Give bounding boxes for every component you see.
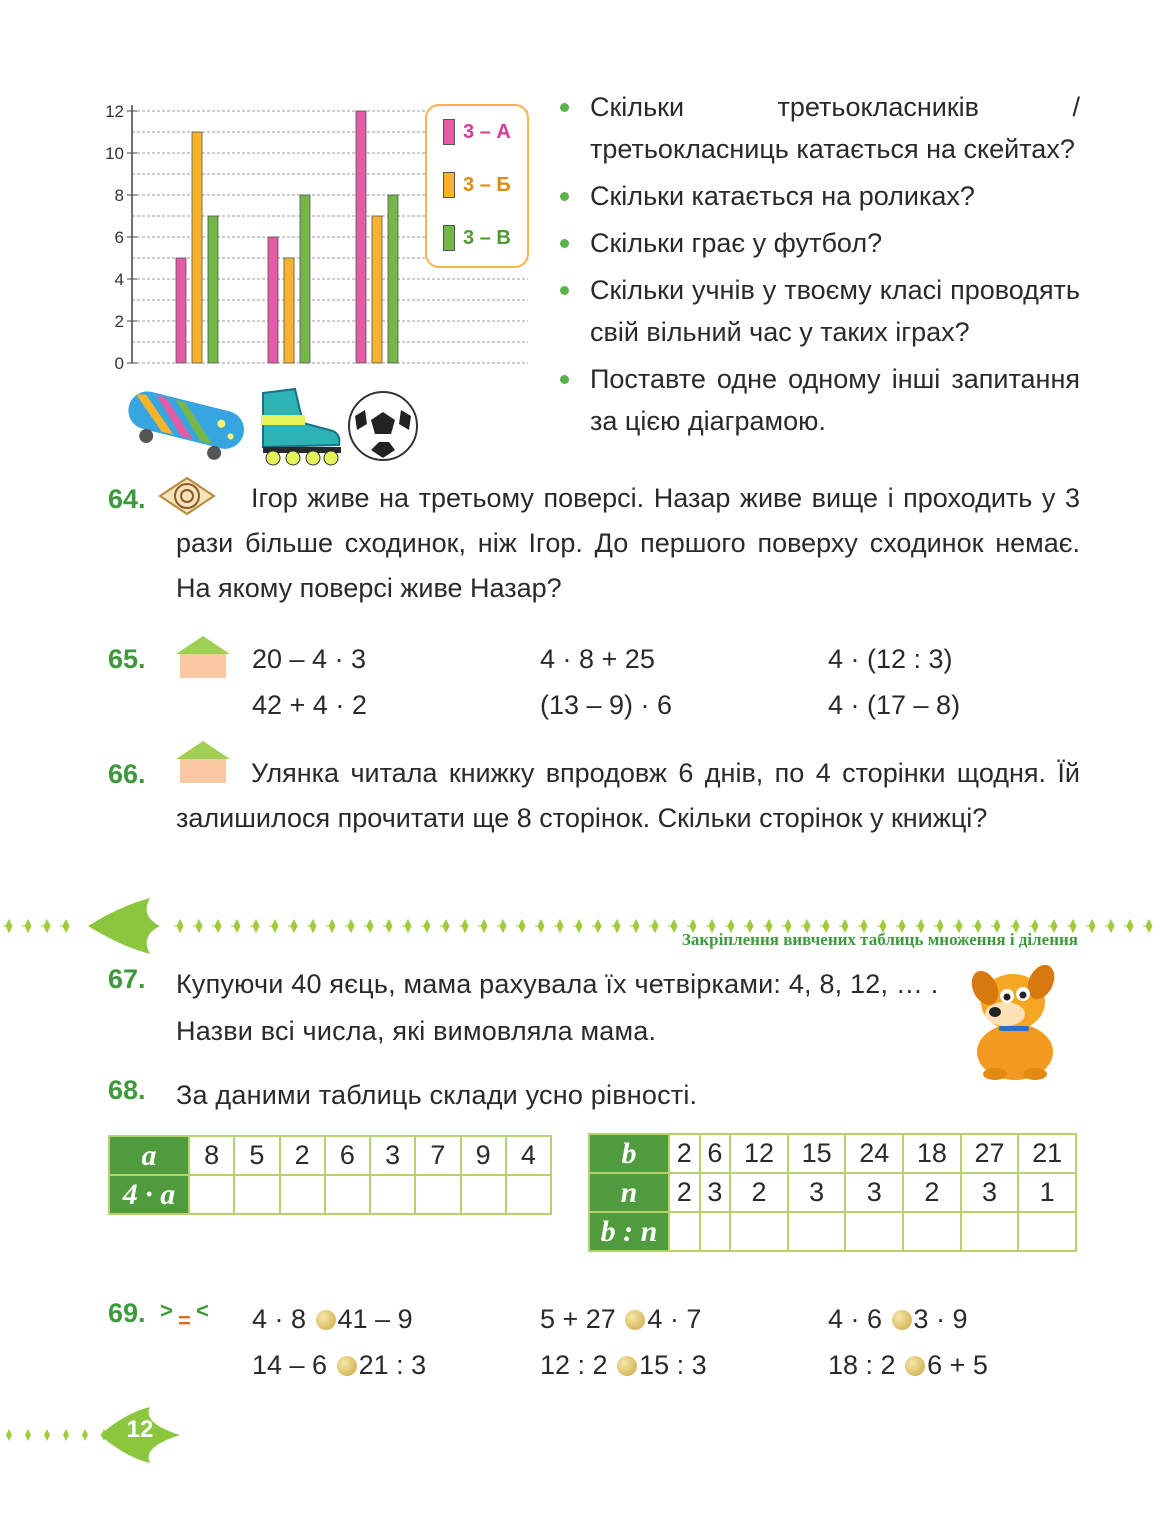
table-cell: 3 (845, 1173, 903, 1212)
table-cell: 21 (1018, 1134, 1076, 1173)
table-cell: 2 (669, 1134, 700, 1173)
comparison: 12 : 2 15 : 3 (540, 1350, 707, 1380)
table-cell: 2 (280, 1136, 325, 1175)
empty-cell[interactable] (845, 1212, 903, 1251)
empty-cell[interactable] (700, 1212, 731, 1251)
expression: 42 + 4 · 2 (252, 690, 367, 720)
comparisons-grid (252, 1296, 1088, 1388)
task-number: 65. (108, 644, 146, 674)
expression: 4 · 8 + 25 (540, 644, 655, 674)
row-label-b-div-n: b : n (589, 1212, 669, 1251)
bar (284, 258, 294, 363)
task-68 (108, 1073, 1080, 1123)
page-number: 12 (126, 1416, 154, 1443)
y-tick-label: 0 (114, 354, 124, 373)
task-number: 64. (108, 484, 146, 514)
comparison: 5 + 27 4 · 7 (540, 1304, 702, 1334)
table-cell: 8 (189, 1136, 234, 1175)
empty-cell[interactable] (961, 1212, 1019, 1251)
comparison: 4 · 8 41 – 9 (252, 1304, 413, 1334)
table-cell: 3 (700, 1173, 731, 1212)
legend-item (443, 118, 511, 146)
table-row (589, 1173, 1076, 1212)
chart-legend (425, 104, 529, 268)
blank-circle[interactable] (316, 1310, 336, 1330)
legend-label: 3 – В (463, 226, 511, 249)
task-64 (108, 476, 1080, 616)
comparison: 4 · 6 3 · 9 (828, 1304, 968, 1334)
table-cell: 4 (506, 1136, 551, 1175)
skateboard-icon (120, 385, 250, 467)
table-cell: 27 (961, 1134, 1019, 1173)
table-cell: 2 (730, 1173, 788, 1212)
empty-cell[interactable] (189, 1175, 234, 1214)
empty-cell[interactable] (280, 1175, 325, 1214)
empty-cell[interactable] (234, 1175, 279, 1214)
blank-circle[interactable] (625, 1310, 645, 1330)
table-cell: 6 (700, 1134, 731, 1173)
table-cell: 3 (961, 1173, 1019, 1212)
y-tick-label: 8 (114, 186, 124, 205)
blank-circle[interactable] (892, 1310, 912, 1330)
question-text: Поставте одне одному інші запитання за цією діаграмою. (590, 364, 1080, 436)
chart-questions (560, 86, 1080, 447)
bar (208, 216, 218, 363)
table-cell: 1 (1018, 1173, 1076, 1212)
table-cell: 15 (788, 1134, 846, 1173)
empty-cell[interactable] (415, 1175, 460, 1214)
soccer-ball-icon (345, 388, 421, 464)
comparison: 14 – 6 21 : 3 (252, 1350, 427, 1380)
task-text: Купуючи 40 яєць, мама рахувала їх четвірками: 4, 8, 12, … . (176, 969, 939, 999)
table-row (109, 1136, 551, 1175)
legend-swatch (443, 172, 455, 198)
question-item (560, 86, 1080, 170)
page-footer-decor (0, 1405, 200, 1465)
task-text: Ігор живе на третьому поверсі. Назар живе вище і проходить у 3 рази більше сходинок, ніж Ігор. До першого поверху сходинок немає. На якому поверсі живе Назар? (176, 483, 1080, 603)
y-tick-label: 2 (114, 312, 124, 331)
task-66 (108, 751, 1080, 891)
row-label-a: a (109, 1136, 189, 1175)
empty-cell[interactable] (325, 1175, 370, 1214)
table-cell: 6 (325, 1136, 370, 1175)
question-text: Скільки учнів у твоєму класі проводять свій вільний час у таких іграх? (590, 275, 1080, 347)
y-tick-label: 4 (114, 270, 124, 289)
legend-swatch (443, 119, 455, 145)
dog-illustration (965, 962, 1065, 1082)
table-row (589, 1134, 1076, 1173)
table-cell: 18 (903, 1134, 961, 1173)
y-tick-label: 10 (105, 144, 124, 163)
empty-cell[interactable] (903, 1212, 961, 1251)
empty-cell[interactable] (370, 1175, 415, 1214)
empty-cell[interactable] (669, 1212, 700, 1251)
table-cell: 3 (370, 1136, 415, 1175)
question-item (560, 358, 1080, 442)
question-text: Скільки третьокласників / третьокласниць катається на скейтах? (590, 92, 1080, 164)
legend-item (443, 171, 511, 199)
task-67 (108, 962, 1080, 1062)
table-cell: 12 (730, 1134, 788, 1173)
row-label-b: b (589, 1134, 669, 1173)
empty-cell[interactable] (788, 1212, 846, 1251)
bar (372, 216, 382, 363)
table-row (109, 1175, 551, 1214)
task-number: 68. (108, 1075, 146, 1105)
row-label-4a: 4 · a (109, 1175, 189, 1214)
task-text: Улянка читала книжку впродовж 6 днів, по 4 сторінки щодня. Їй залишилося прочитати ще 8 сторінок. Скільки сторінок у книжці? (176, 758, 1080, 833)
legend-label: 3 – А (463, 120, 511, 143)
expression: 4 · (12 : 3) (828, 644, 953, 674)
question-item (560, 175, 1080, 217)
legend-item (443, 224, 511, 252)
expression: (13 – 9) · 6 (540, 690, 673, 720)
empty-cell[interactable] (506, 1175, 551, 1214)
table-cell: 7 (415, 1136, 460, 1175)
task-text: Назви всі числа, які вимовляла мама. (176, 1016, 657, 1046)
empty-cell[interactable] (461, 1175, 506, 1214)
table-cell: 2 (903, 1173, 961, 1212)
table-a (108, 1135, 552, 1215)
legend-swatch (443, 225, 455, 251)
table-b-n (588, 1133, 1077, 1252)
question-item (560, 269, 1080, 353)
task-69 (108, 1296, 1080, 1396)
empty-cell[interactable] (730, 1212, 788, 1251)
bar (356, 111, 366, 363)
table-cell: 9 (461, 1136, 506, 1175)
bar (300, 195, 310, 363)
bar (176, 258, 186, 363)
question-item (560, 222, 1080, 264)
table-cell: 24 (845, 1134, 903, 1173)
task-number: 67. (108, 964, 146, 994)
table-cell: 5 (234, 1136, 279, 1175)
expression: 20 – 4 · 3 (252, 644, 367, 674)
bar (388, 195, 398, 363)
task-number: 66. (108, 759, 146, 789)
table-row (589, 1212, 1076, 1251)
expressions-grid (252, 636, 1088, 728)
question-text: Скільки грає у футбол? (590, 228, 883, 258)
blank-circle[interactable] (905, 1356, 925, 1376)
table-cell: 3 (788, 1173, 846, 1212)
bar (268, 237, 278, 363)
blank-circle[interactable] (337, 1356, 357, 1376)
expression: 4 · (17 – 8) (828, 690, 961, 720)
table-cell: 2 (669, 1173, 700, 1212)
roller-skate-icon (255, 385, 345, 467)
compare-signs-icon: > = < (160, 1298, 209, 1333)
task-65 (108, 636, 1080, 732)
legend-label: 3 – Б (463, 173, 511, 196)
y-tick-label: 6 (114, 228, 124, 247)
house-icon (174, 634, 232, 680)
row-label-n: n (589, 1173, 669, 1212)
comparison: 18 : 2 6 + 5 (828, 1350, 988, 1380)
section-title: Закріплення вивчених таблиць множення і ділення (681, 930, 1078, 949)
empty-cell[interactable] (1018, 1212, 1076, 1251)
question-text: Скільки катається на роликах? (590, 181, 975, 211)
y-tick-label: 12 (105, 102, 124, 121)
task-number: 69. (108, 1298, 146, 1328)
task-text: За даними таблиць склади усно рівності. (176, 1080, 698, 1110)
blank-circle[interactable] (617, 1356, 637, 1376)
bar (192, 132, 202, 363)
